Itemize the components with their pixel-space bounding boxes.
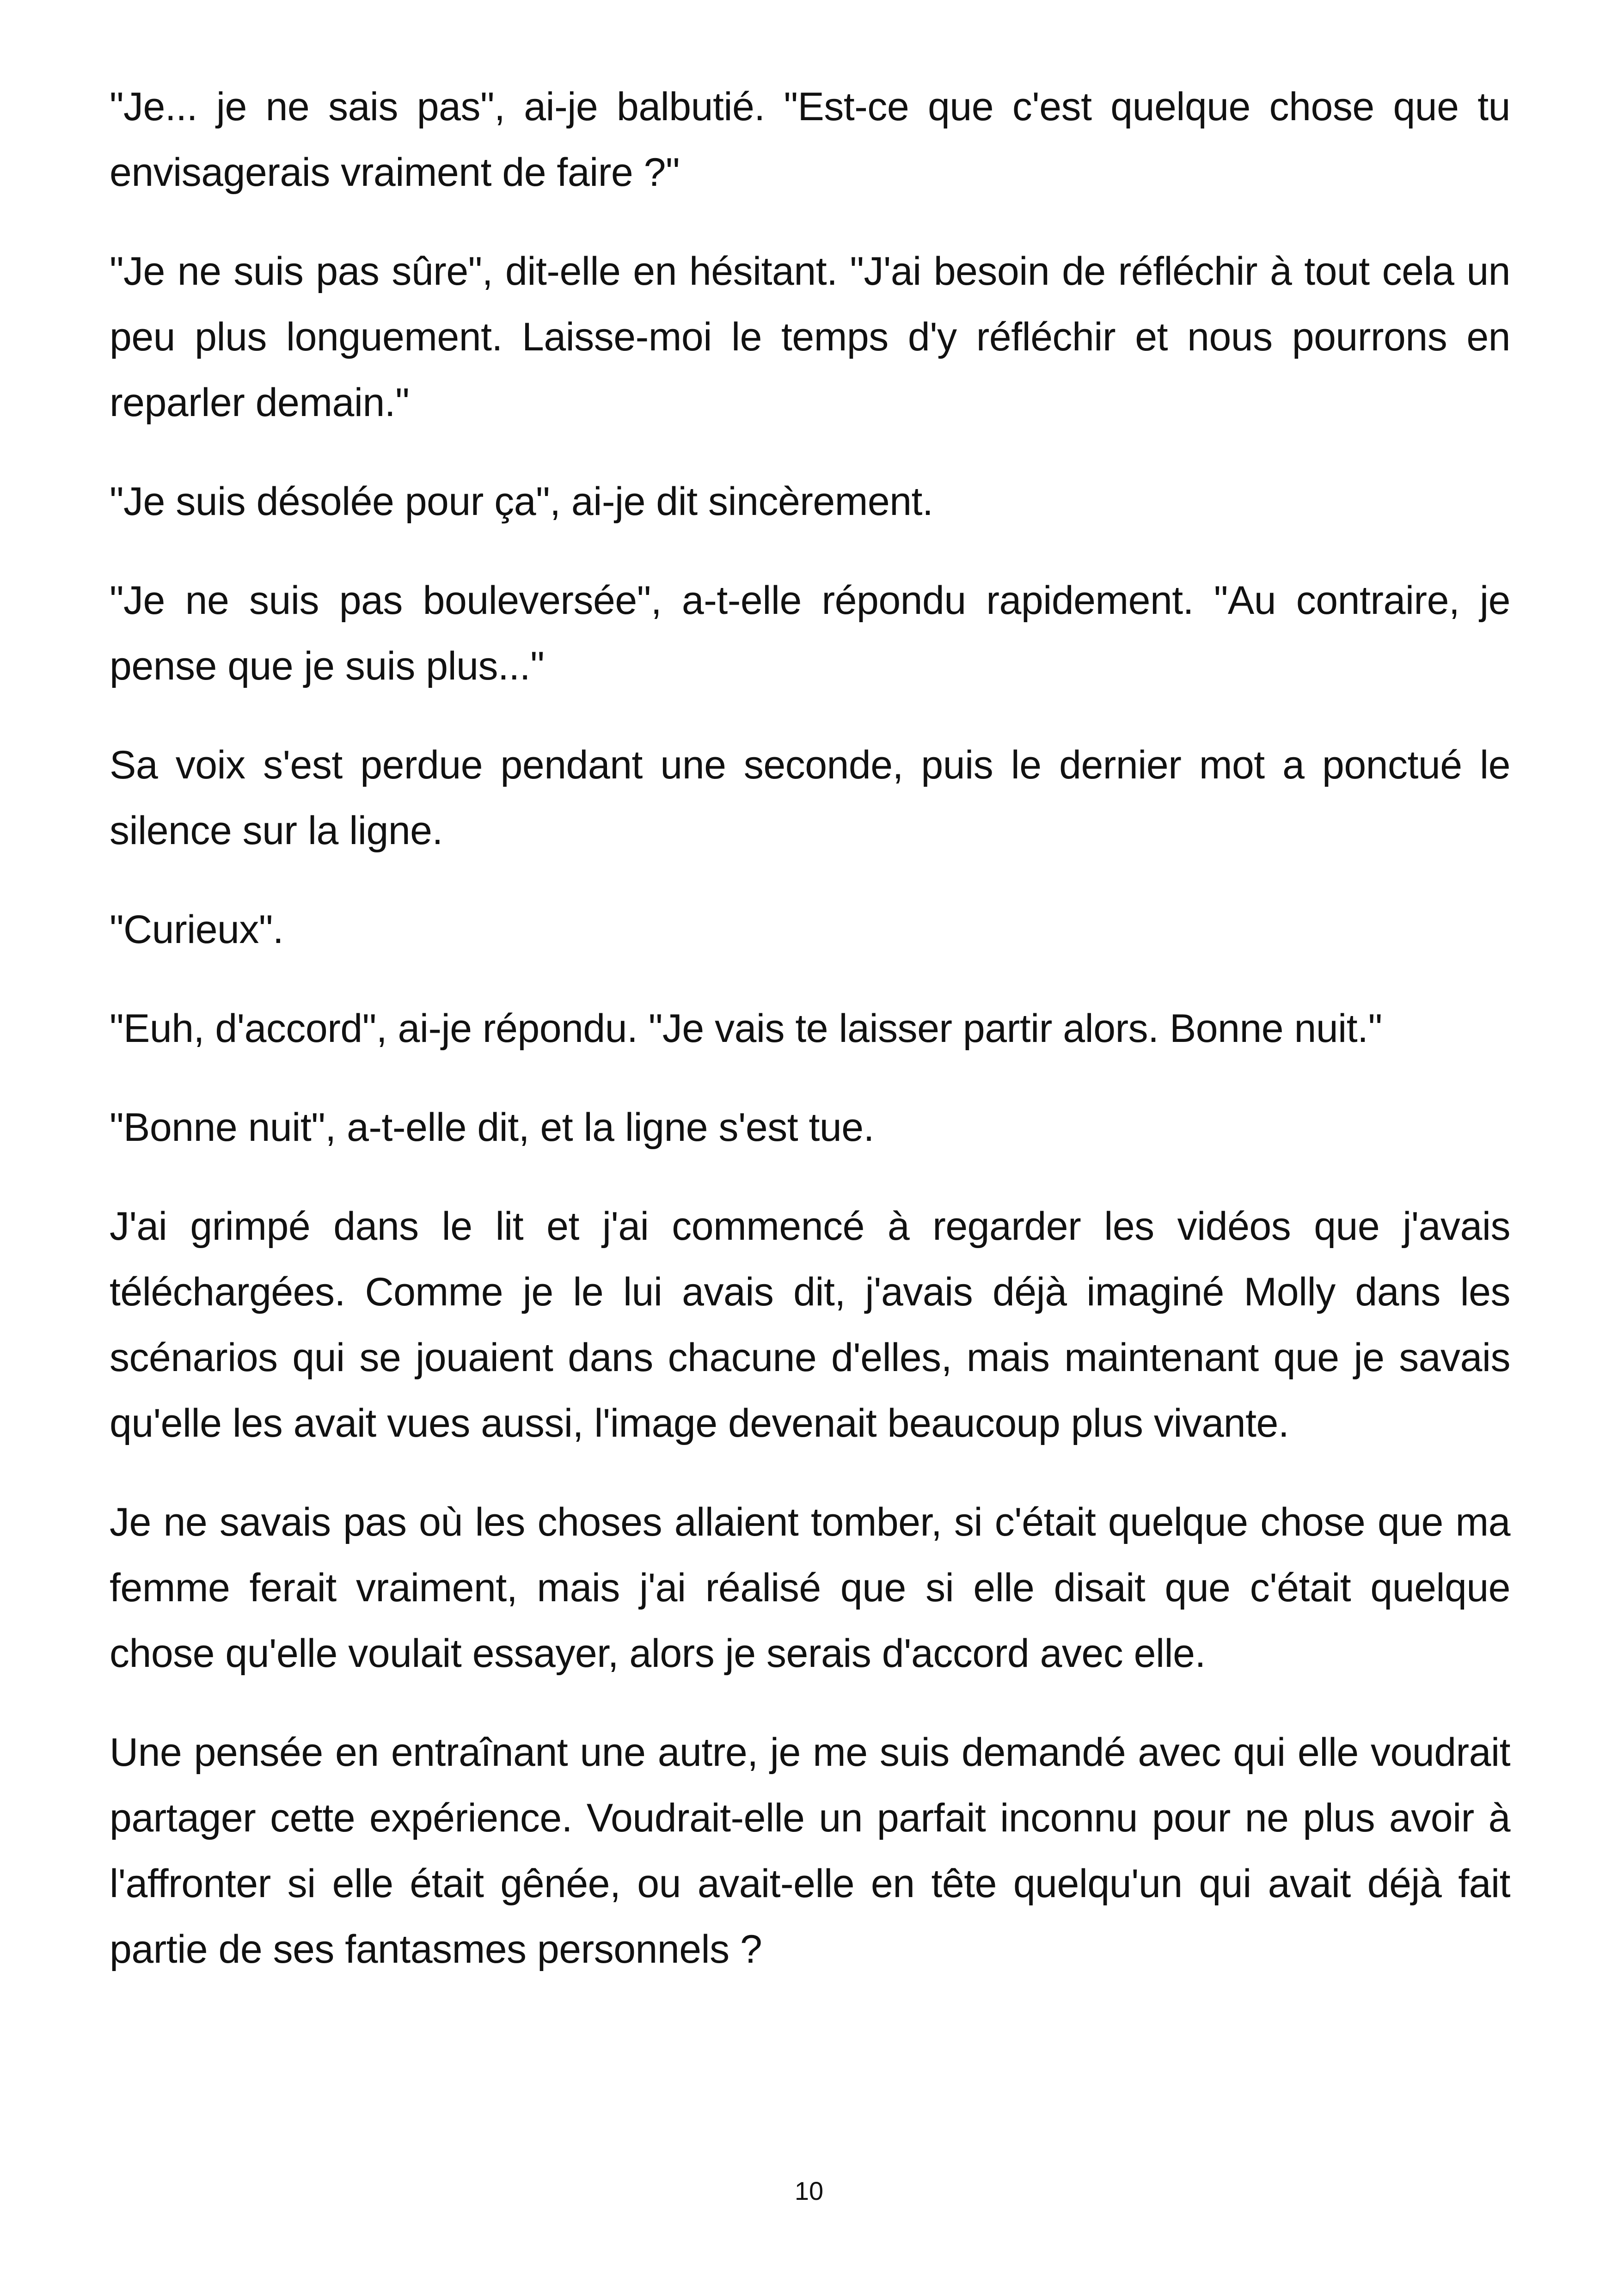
paragraph: Je ne savais pas où les choses allaient tomber, si c'était quelque chose que ma femme ferait vraiment, mais j'ai réalisé que si elle disait que c'était quelque chose qu'elle voulait essayer, alors je serais d'accord avec elle. [110, 1500, 1510, 1676]
paragraph: J'ai grimpé dans le lit et j'ai commencé à regarder les vidéos que j'avais téléchargées. Comme je le lui avais dit, j'avais déjà imaginé Molly dans les scénarios qui se jouaient dans chacune d'elles, mais maintenant que je savais qu'elle les avait vues aussi, l'image devenait beaucoup plus vivante. [110, 1204, 1510, 1445]
paragraph: "Curieux". [110, 907, 284, 952]
paragraph: "Je... je ne sais pas", ai-je balbutié. "Est-ce que c'est quelque chose que tu envisagerais vraiment de faire ?" [110, 85, 1510, 195]
paragraph: Une pensée en entraînant une autre, je me suis demandé avec qui elle voudrait partager cette expérience. Voudrait-elle un parfait inconnu pour ne plus avoir à l'affronter si elle était gênée, ou avait-elle en tête quelqu'un qui avait déjà fait partie de ses fantasmes personnels ? [110, 1730, 1510, 1971]
paragraph: "Je ne suis pas sûre", dit-elle en hésitant. "J'ai besoin de réfléchir à tout cela un peu plus longuement. Laisse-moi le temps d'y réfléchir et nous pourrons en reparler demain." [110, 249, 1510, 425]
paragraph: "Je suis désolée pour ça", ai-je dit sincèrement. [110, 479, 933, 524]
paragraph: "Euh, d'accord", ai-je répondu. "Je vais te laisser partir alors. Bonne nuit." [110, 1006, 1382, 1051]
page-number: 10 [794, 2176, 824, 2205]
page-body-text [110, 74, 1510, 2015]
paragraph: Sa voix s'est perdue pendant une seconde, puis le dernier mot a ponctué le silence sur la ligne. [110, 743, 1510, 853]
paragraph: "Je ne suis pas bouleversée", a-t-elle répondu rapidement. "Au contraire, je pense que je suis plus..." [110, 578, 1510, 688]
paragraph: "Bonne nuit", a-t-elle dit, et la ligne s'est tue. [110, 1105, 874, 1150]
